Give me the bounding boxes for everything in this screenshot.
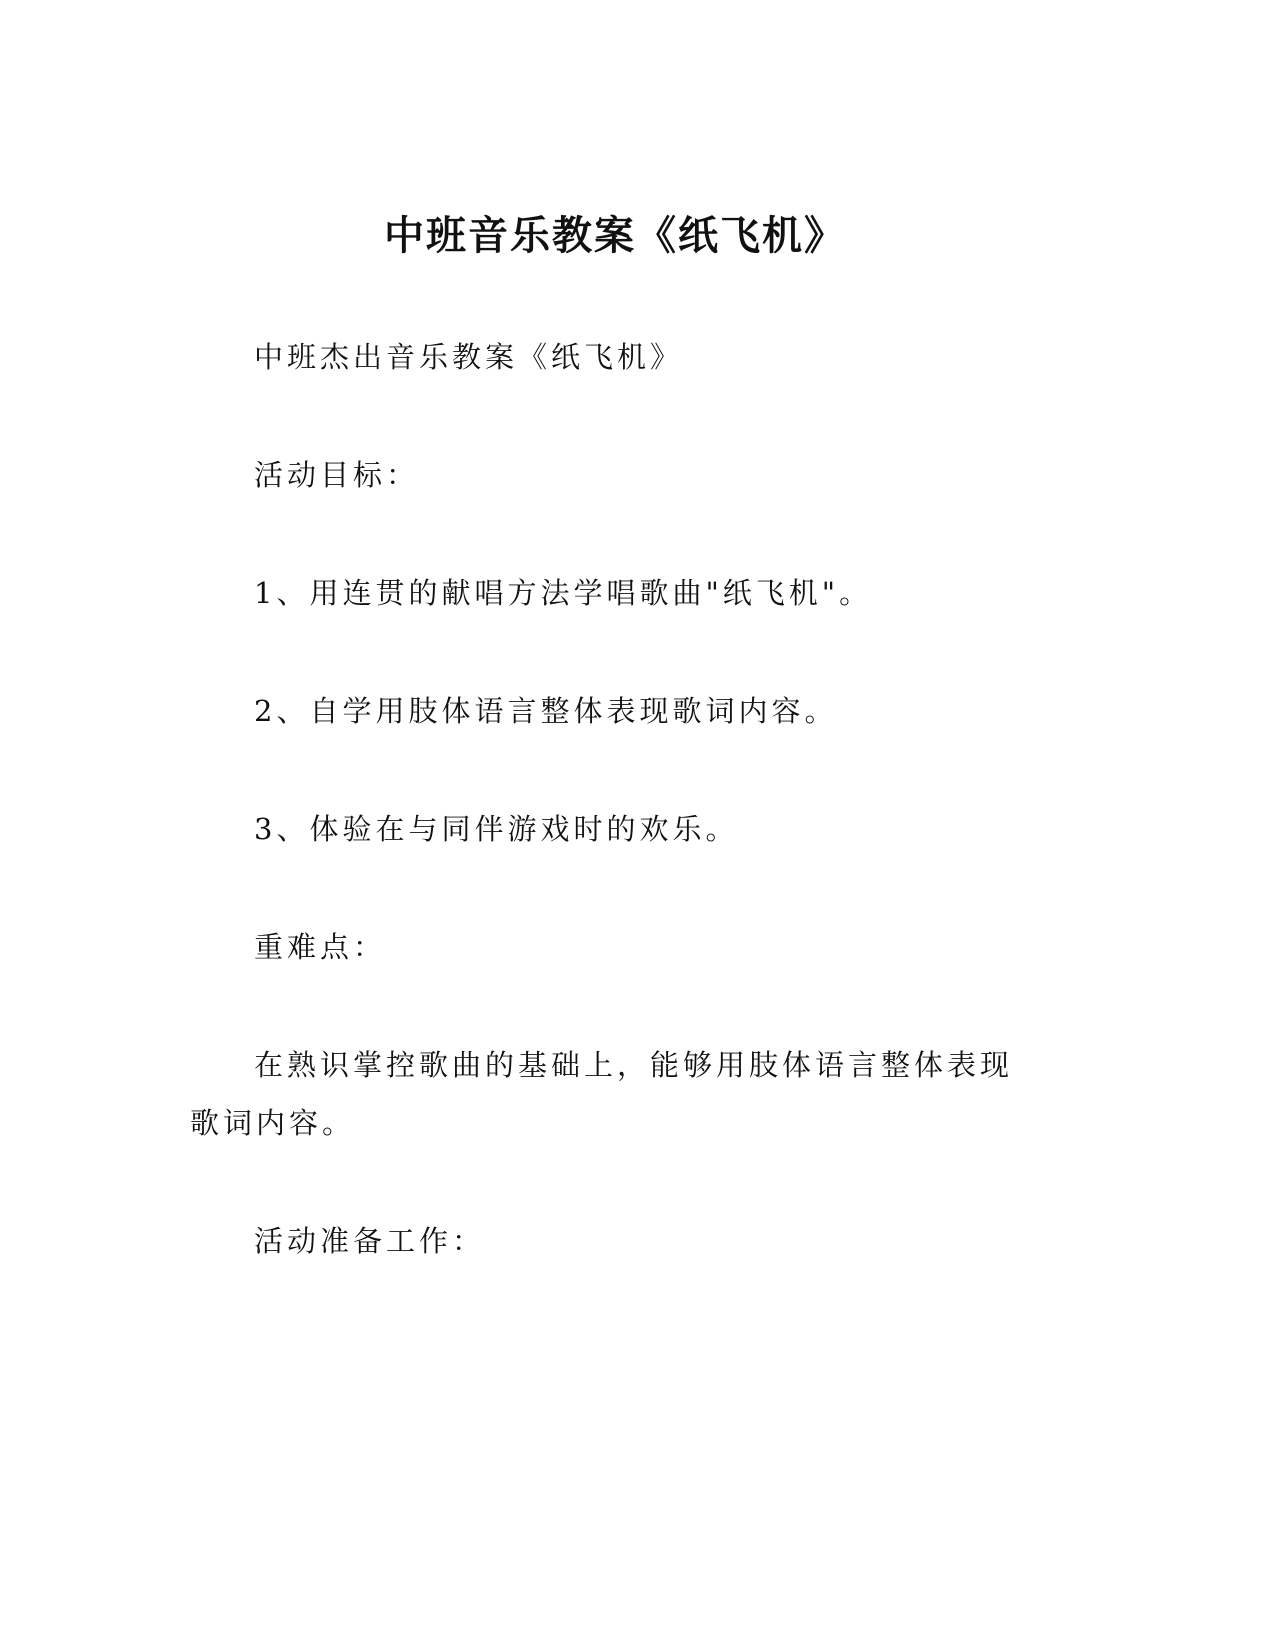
- objectives-heading: 活动目标：: [254, 458, 420, 492]
- preparation-heading: 活动准备工作：: [254, 1224, 486, 1258]
- key-points-paragraph: 在熟识掌控歌曲的基础上，能够用肢体语言整体表现歌词内容。: [190, 1048, 1014, 1140]
- subtitle-paragraph: 中班杰出音乐教案《纸飞机》: [254, 340, 684, 374]
- objective-item-2: 2、自学用肢体语言整体表现歌词内容。: [254, 694, 838, 728]
- key-points-heading: 重难点：: [254, 930, 387, 964]
- document-title: 中班音乐教案《纸飞机》: [384, 213, 846, 259]
- objective-item-1: 1、用连贯的献唱方法学唱歌曲"纸飞机"。: [254, 576, 873, 610]
- objective-item-3: 3、体验在与同伴游戏时的欢乐。: [254, 812, 739, 846]
